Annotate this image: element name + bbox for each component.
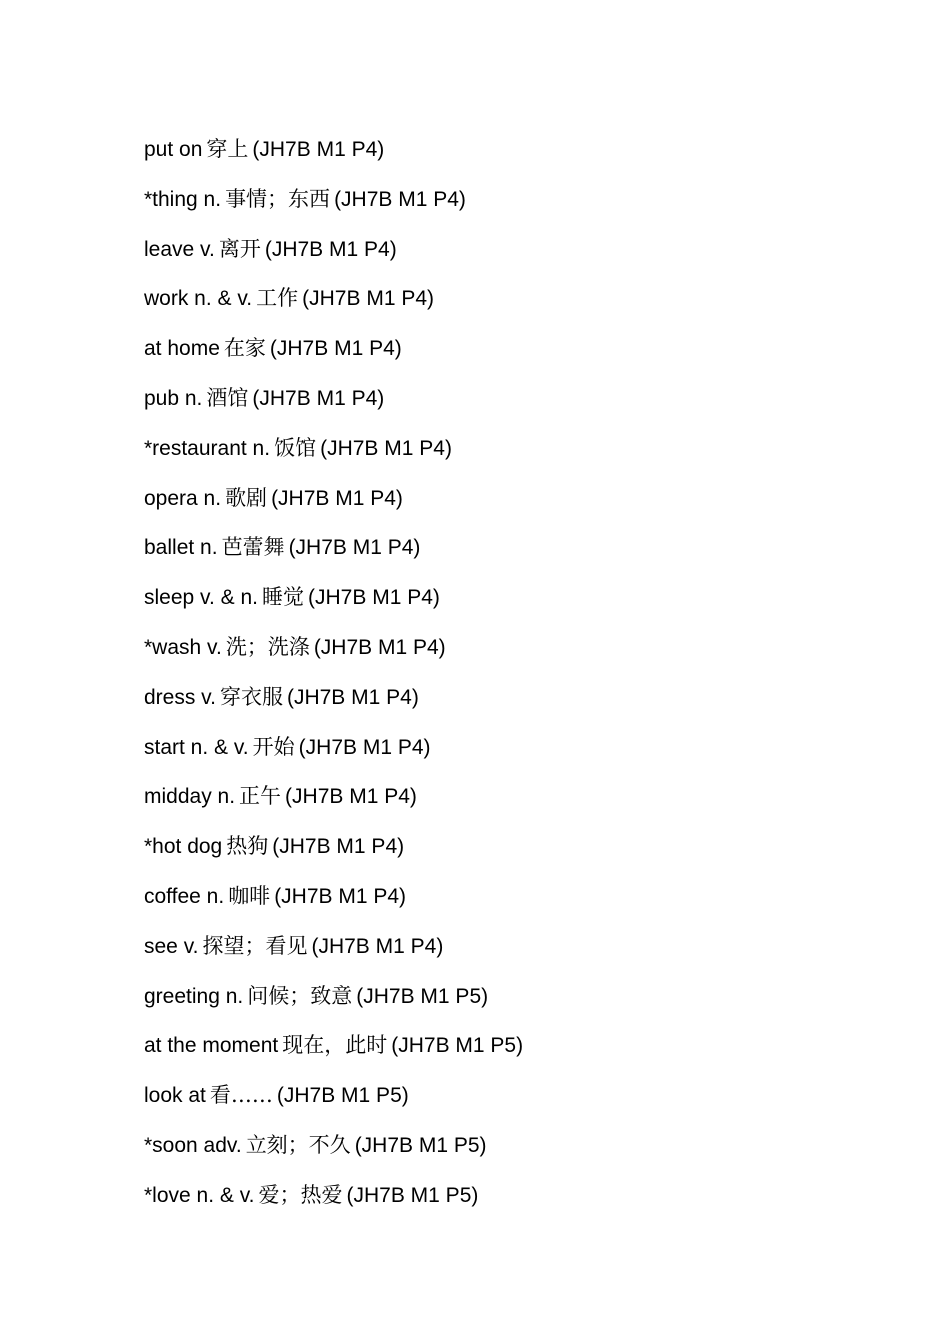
entry-source: (JH7B M1 P4) bbox=[334, 187, 466, 211]
entry-term: coffee n. bbox=[144, 884, 225, 908]
vocabulary-entry bbox=[144, 780, 523, 830]
entry-meaning: 咖啡 bbox=[228, 883, 271, 908]
entry-term: at home bbox=[144, 337, 220, 361]
entry-term: *soon adv. bbox=[144, 1133, 242, 1157]
entry-meaning: 正午 bbox=[239, 784, 282, 809]
entry-meaning: 现在，此时 bbox=[282, 1033, 388, 1058]
entry-source: (JH7B M1 P4) bbox=[264, 237, 397, 261]
entry-source: (JH7B M1 P4) bbox=[320, 436, 452, 460]
vocabulary-entry bbox=[144, 332, 523, 382]
entry-meaning: 看…… bbox=[209, 1083, 273, 1108]
vocabulary-entry bbox=[144, 681, 523, 731]
entry-meaning: 离开 bbox=[218, 236, 261, 261]
entry-source: (JH7B M1 P5) bbox=[276, 1084, 409, 1108]
entry-source: (JH7B M1 P4) bbox=[252, 138, 385, 161]
entry-term: leave v. bbox=[144, 237, 215, 261]
entry-source: (JH7B M1 P4) bbox=[313, 635, 446, 659]
entry-source: (JH7B M1 P4) bbox=[285, 785, 417, 809]
entry-term: *love n. & v. bbox=[144, 1183, 255, 1207]
entry-meaning: 探望；看见 bbox=[202, 933, 308, 958]
entry-term: dress v. bbox=[144, 685, 216, 709]
entry-source: (JH7B M1 P4) bbox=[252, 386, 385, 410]
entry-term: sleep v. & n. bbox=[144, 586, 259, 610]
entry-meaning: 热狗 bbox=[226, 834, 269, 859]
entry-meaning: 工作 bbox=[256, 286, 299, 311]
vocabulary-entry bbox=[144, 133, 523, 183]
entry-source: (JH7B M1 P4) bbox=[272, 835, 405, 859]
entry-term: *restaurant n. bbox=[144, 436, 271, 460]
entry-source: (JH7B M1 P4) bbox=[308, 586, 440, 610]
entry-meaning: 开始 bbox=[252, 734, 295, 759]
vocabulary-entry bbox=[144, 581, 523, 631]
entry-meaning: 立刻；不久 bbox=[245, 1132, 351, 1157]
entry-term: pub n. bbox=[144, 386, 203, 410]
entry-source: (JH7B M1 P4) bbox=[286, 685, 419, 709]
vocabulary-entry bbox=[144, 482, 523, 532]
entry-meaning: 事情；东西 bbox=[225, 186, 331, 211]
entry-term: opera n. bbox=[144, 486, 222, 510]
entry-term: look at bbox=[144, 1084, 206, 1108]
entry-source: (JH7B M1 P4) bbox=[271, 486, 403, 510]
vocabulary-entry bbox=[144, 980, 523, 1030]
vocabulary-entry bbox=[144, 382, 523, 432]
vocabulary-list bbox=[144, 133, 523, 1229]
entry-term: greeting n. bbox=[144, 984, 244, 1008]
entry-meaning: 洗；洗涤 bbox=[225, 634, 310, 659]
entry-term: *wash v. bbox=[144, 635, 222, 659]
vocabulary-entry bbox=[144, 1129, 523, 1179]
entry-meaning: 问候；致意 bbox=[247, 983, 353, 1008]
vocabulary-entry bbox=[144, 1179, 523, 1229]
vocabulary-entry bbox=[144, 233, 523, 283]
vocabulary-entry bbox=[144, 432, 523, 482]
entry-source: (JH7B M1 P5) bbox=[346, 1183, 479, 1207]
entry-meaning: 穿上 bbox=[206, 137, 249, 161]
vocabulary-entry bbox=[144, 880, 523, 930]
entry-meaning: 在家 bbox=[223, 336, 266, 361]
entry-term: *thing n. bbox=[144, 187, 222, 211]
entry-source: (JH7B M1 P4) bbox=[274, 884, 407, 908]
entry-source: (JH7B M1 P5) bbox=[356, 984, 489, 1008]
entry-source: (JH7B M1 P5) bbox=[354, 1133, 487, 1157]
entry-source: (JH7B M1 P5) bbox=[391, 1034, 524, 1058]
entry-meaning: 穿衣服 bbox=[219, 684, 283, 709]
entry-source: (JH7B M1 P4) bbox=[298, 735, 431, 759]
entry-term: midday n. bbox=[144, 785, 236, 809]
entry-term: *hot dog bbox=[144, 835, 223, 859]
vocabulary-entry bbox=[144, 1079, 523, 1129]
entry-meaning: 饭馆 bbox=[274, 435, 317, 460]
vocabulary-entry bbox=[144, 531, 523, 581]
entry-source: (JH7B M1 P4) bbox=[302, 287, 435, 311]
entry-term: see v. bbox=[144, 934, 199, 958]
entry-term: ballet n. bbox=[144, 536, 218, 560]
vocabulary-entry bbox=[144, 183, 523, 233]
vocabulary-entry bbox=[144, 930, 523, 980]
entry-term: start n. & v. bbox=[144, 735, 249, 759]
entry-term: put on bbox=[144, 138, 203, 161]
vocabulary-entry bbox=[144, 830, 523, 880]
entry-source: (JH7B M1 P4) bbox=[311, 934, 444, 958]
vocabulary-entry bbox=[144, 1029, 523, 1079]
entry-term: work n. & v. bbox=[144, 287, 253, 311]
vocabulary-entry bbox=[144, 631, 523, 681]
entry-meaning: 爱；热爱 bbox=[258, 1182, 343, 1207]
vocabulary-entry bbox=[144, 731, 523, 781]
entry-meaning: 芭蕾舞 bbox=[221, 535, 285, 560]
vocabulary-entry bbox=[144, 282, 523, 332]
entry-source: (JH7B M1 P4) bbox=[288, 536, 421, 560]
entry-meaning: 歌剧 bbox=[225, 485, 268, 510]
entry-term: at the moment bbox=[144, 1034, 279, 1058]
entry-source: (JH7B M1 P4) bbox=[269, 337, 402, 361]
entry-meaning: 酒馆 bbox=[206, 385, 249, 410]
entry-meaning: 睡觉 bbox=[262, 585, 305, 610]
